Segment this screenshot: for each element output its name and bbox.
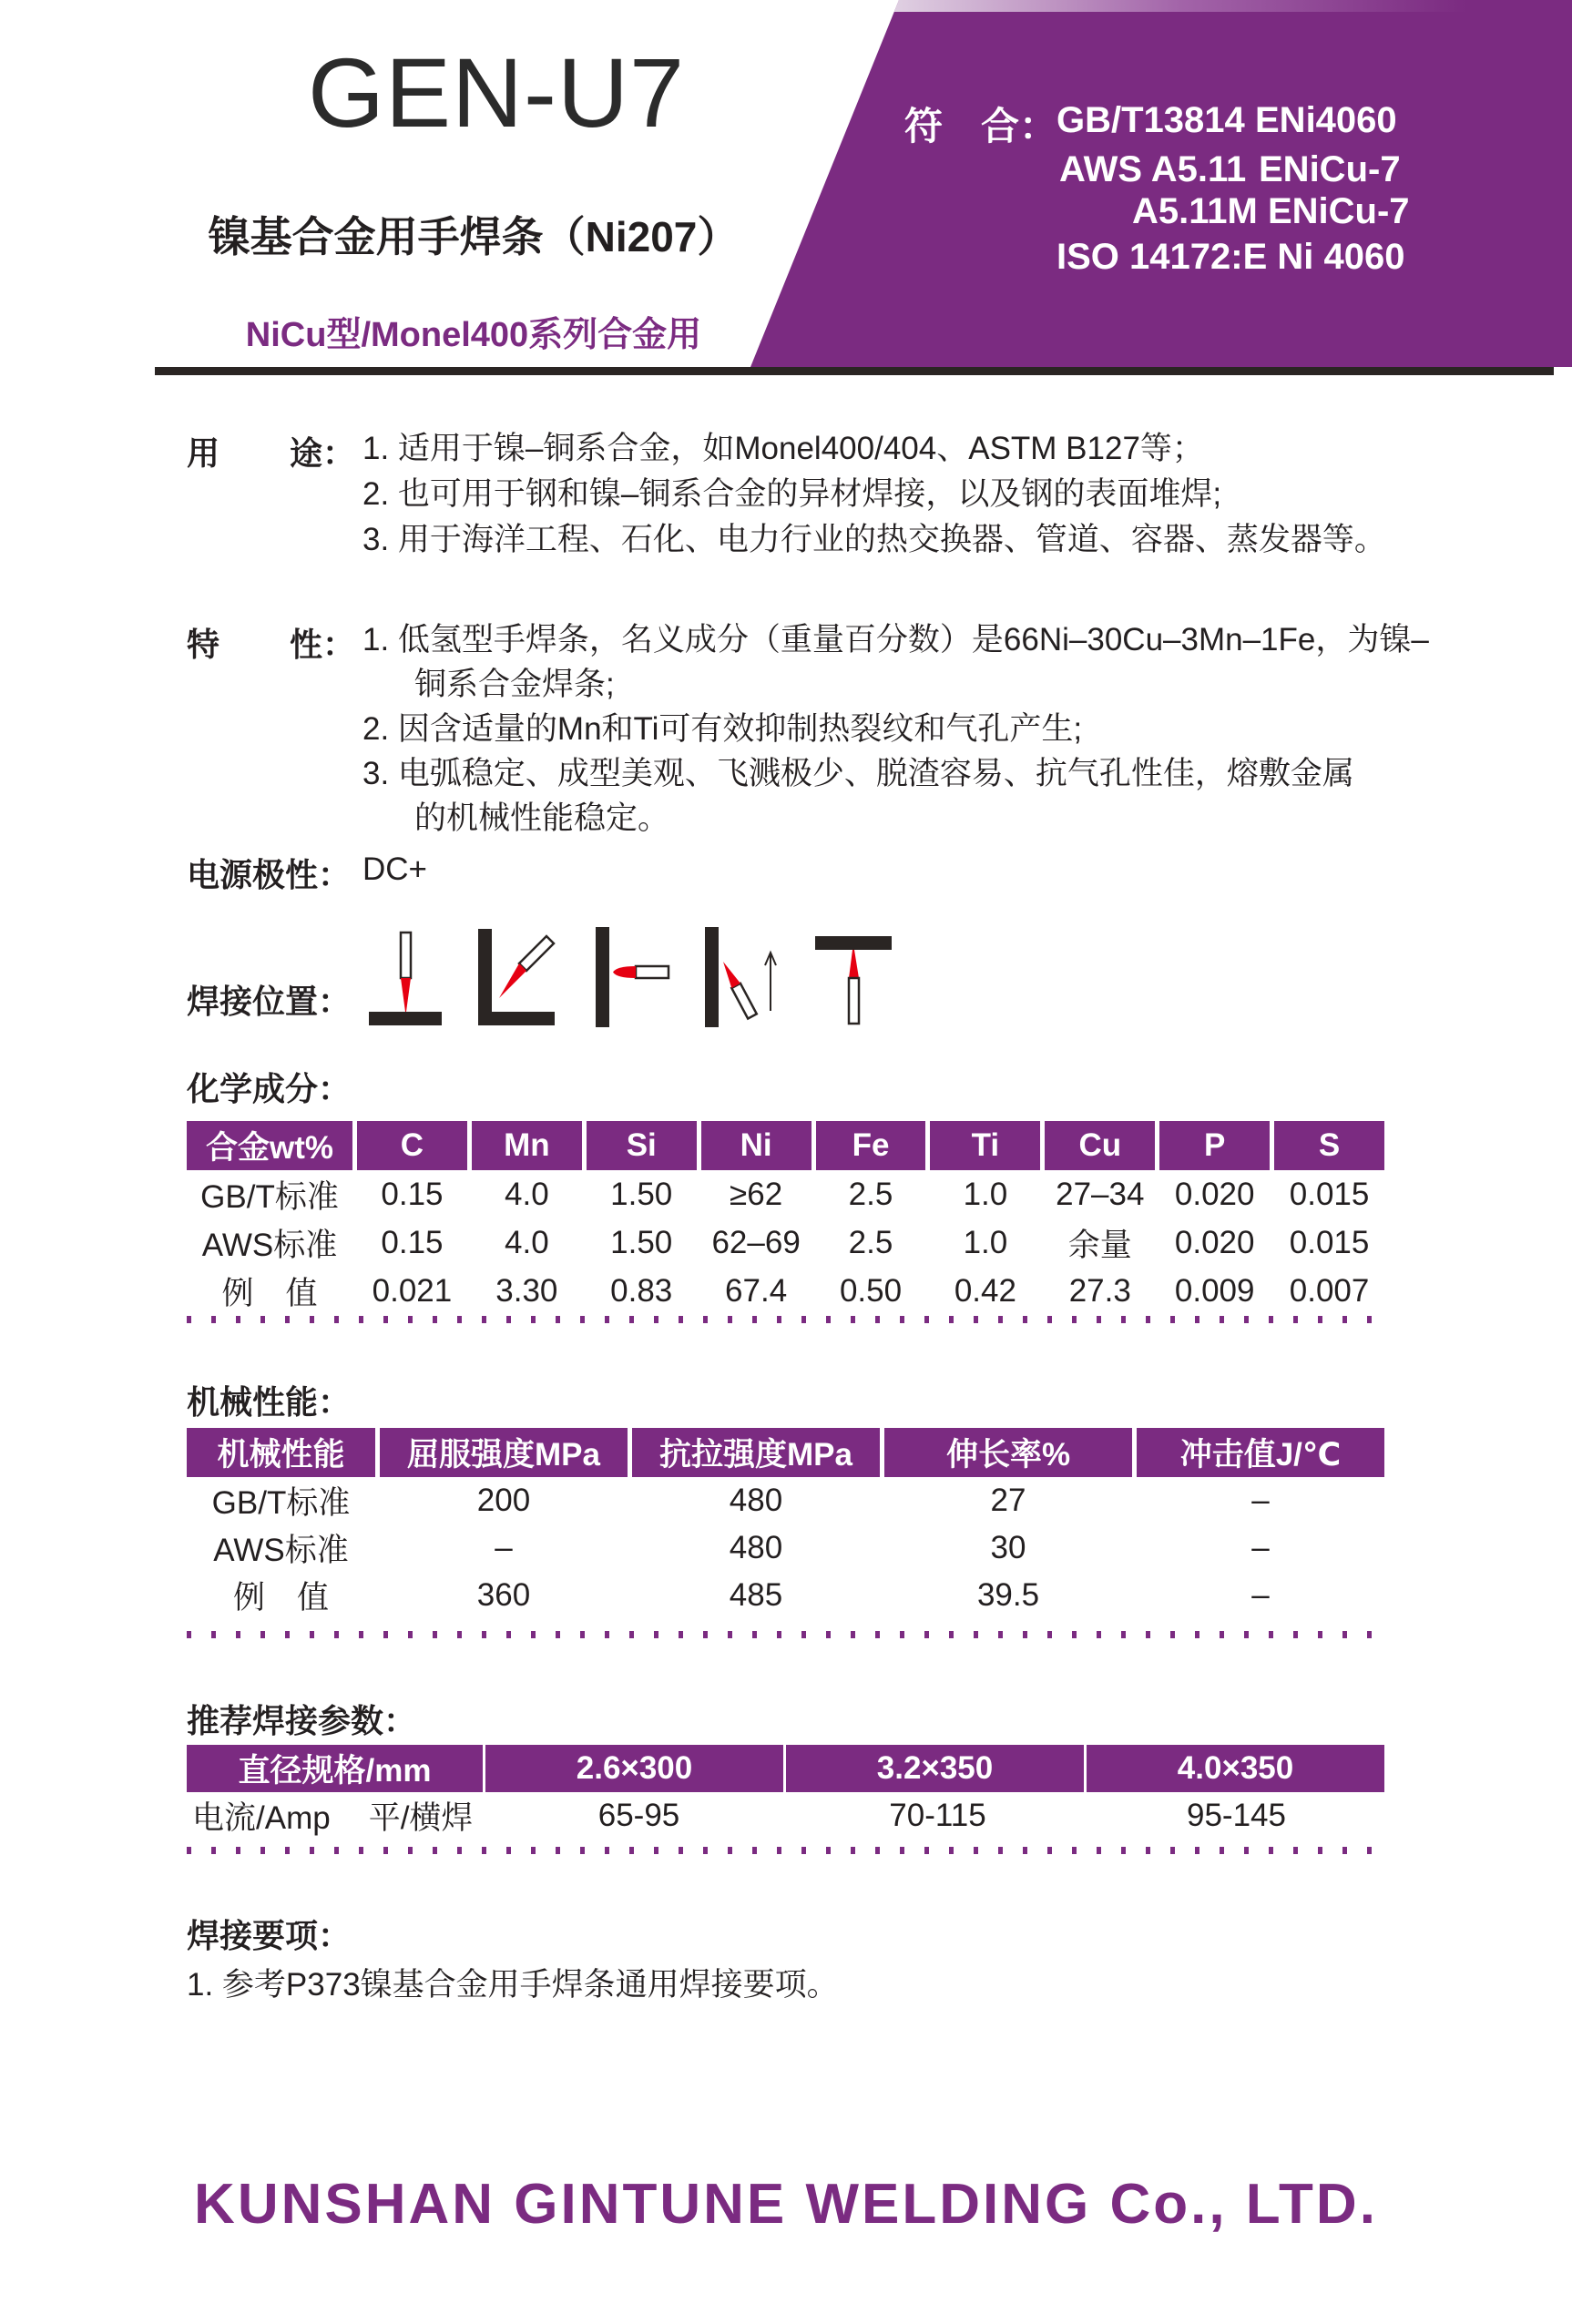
cell: – [1251,1530,1270,1565]
features-line: 铜系合金焊条; [414,667,615,702]
mechanical-col-header: 抗拉强度MPa [632,1428,880,1477]
cell: – [1251,1577,1270,1613]
standard-iso: ISO 14172:E Ni 4060 [1057,237,1405,277]
cell: 4.0 [505,1224,549,1260]
cell: 27.3 [1068,1272,1131,1309]
cell: 4.0 [505,1176,549,1212]
cell: 1.50 [610,1176,673,1212]
cell: 30 [990,1530,1026,1565]
cell: 485 [729,1577,783,1613]
product-subtitle: 镍基合金用手焊条（Ni207） [208,213,740,260]
cell: 67.4 [725,1272,788,1309]
standard-grade-enicu7: ENiCu-7 [1259,149,1401,189]
mechanical-heading: 机械性能： [187,1383,352,1421]
welding-position-icons [366,925,894,1029]
usage-label [187,428,355,474]
cell: 1.0 [963,1224,1008,1260]
cell: 65-95 [597,1798,680,1833]
row-name: AWS标准 [201,1227,338,1263]
product-code-title: GEN-U7 [307,37,686,148]
cell: 1.0 [963,1176,1008,1212]
chemical-col-header: Fe [816,1121,926,1170]
chemical-row-gbt [187,1170,1384,1218]
cell: 1.50 [610,1224,673,1260]
cell: 39.5 [976,1577,1040,1613]
mechanical-row-example [187,1572,1384,1619]
parameters-heading: 推荐焊接参数： [187,1702,417,1739]
cell: 62–69 [711,1224,801,1260]
cell: 200 [476,1483,531,1518]
dotted-separator [187,1631,1384,1638]
parameters-col-header: 3.2×350 [786,1745,1084,1792]
usage-list [362,426,1386,563]
cell: 0.021 [372,1272,453,1309]
usage-item: 1. 适用于镍–铜系合金，如Monel400/404、ASTM B127等； [362,431,1204,466]
chemical-col-header: Ni [701,1121,812,1170]
cell: 360 [476,1577,531,1613]
row-name: 例 值 [232,1580,329,1616]
chemical-row-aws [187,1218,1384,1267]
cell: 0.15 [381,1224,444,1260]
welding-position-overhead-icon [812,927,894,1029]
standard-code-gbt: GB/T13814 [1057,100,1245,140]
chemical-table [187,1121,1384,1315]
features-line: 2. 因含适量的Mn和Ti可有效抑制热裂纹和气孔产生; [362,711,1083,747]
welding-positions-label: 焊接位置： [187,983,352,1020]
chemical-row-example [187,1267,1384,1315]
cell: – [495,1530,513,1565]
mechanical-table-header [187,1428,1384,1477]
mechanical-row-gbt [187,1477,1384,1524]
chemical-heading: 化学成分： [187,1070,352,1107]
features-label-char2: 性： [289,626,355,663]
welding-position-vertical-up-icon [699,927,783,1029]
row-name: 例 值 [221,1275,318,1311]
mechanical-table [187,1428,1384,1619]
polarity-label: 电源极性： [187,856,352,893]
chemical-table-header [187,1121,1384,1170]
chemical-col-header: C [357,1121,467,1170]
cell: 0.50 [839,1272,903,1309]
company-name: KUNSHAN GINTUNE WELDING Co., LTD. [194,2173,1378,2236]
cell: 480 [729,1483,783,1518]
dotted-separator [187,1316,1384,1323]
chemical-col-header: S [1274,1121,1384,1170]
cell: 2.5 [848,1176,893,1212]
position-label: 平/横焊 [368,1800,474,1836]
cell: ≥62 [730,1176,783,1212]
parameters-table-header [187,1745,1384,1792]
mechanical-col-header: 屈服强度MPa [380,1428,628,1477]
mechanical-col-header: 机械性能 [187,1428,375,1477]
row-name: AWS标准 [213,1533,349,1568]
cell: 0.007 [1289,1272,1370,1309]
row-name: GB/T标准 [200,1178,339,1215]
row-name: GB/T标准 [211,1485,351,1521]
standard-a511m: A5.11M ENiCu-7 [1132,191,1410,231]
chemical-col-header: 合金wt% [187,1121,352,1170]
usage-label-char2: 途： [289,434,355,472]
product-series-note: NiCu型/Monel400系列合金用 [245,316,702,354]
mechanical-row-aws [187,1524,1384,1572]
cell: 480 [729,1530,783,1565]
welding-position-flat-icon [366,927,444,1029]
chemical-col-header: Mn [472,1121,582,1170]
cell: – [1251,1483,1270,1518]
parameters-table [187,1745,1384,1840]
notes-heading: 焊接要项： [187,1917,352,1954]
parameters-col-header: 直径规格/mm [187,1745,483,1792]
features-line: 1. 低氢型手焊条，名义成分（重量百分数）是66Ni–30Cu–3Mn–1Fe，为镍– [362,622,1429,657]
cell: 2.5 [848,1224,893,1260]
header-divider [155,367,1554,375]
welding-position-horizontal-icon [587,927,670,1029]
cell: 0.020 [1174,1176,1255,1212]
cell: 27–34 [1056,1176,1145,1212]
mechanical-col-header: 伸长率% [884,1428,1132,1477]
chemical-col-header: Ti [930,1121,1040,1170]
parameters-row-current [187,1792,1384,1840]
cell: 0.15 [381,1176,444,1212]
mechanical-col-header: 冲击值J/℃ [1137,1428,1384,1477]
polarity-value: DC+ [362,851,427,887]
chemical-col-header: Cu [1045,1121,1155,1170]
cell: 0.015 [1289,1176,1370,1212]
cell: 0.015 [1289,1224,1370,1260]
usage-item: 2. 也可用于钢和镍–铜系合金的异材焊接，以及钢的表面堆焊; [362,476,1222,512]
welding-position-fillet-icon [474,927,557,1029]
cell: 0.020 [1174,1224,1255,1260]
chemical-col-header: P [1159,1121,1270,1170]
notes-item: 1. 参考P373镍基合金用手焊条通用焊接要项。 [187,1967,839,2003]
cell: 0.009 [1174,1272,1255,1309]
cell: 27 [990,1483,1026,1518]
standards-label: 符 合： [904,105,1058,148]
features-list [362,617,1429,841]
features-label-char1: 特 [187,626,220,663]
cell: 0.42 [954,1272,1016,1309]
cell: 95-145 [1187,1798,1286,1833]
row-name [187,1792,488,1840]
cell: 0.83 [610,1272,673,1309]
current-label: 电流/Amp [192,1800,331,1836]
chemical-col-header: Si [587,1121,697,1170]
features-label [187,619,355,666]
cell: 3.30 [495,1272,558,1309]
usage-item: 3. 用于海洋工程、石化、电力行业的热交换器、管道、容器、蒸发器等。 [362,522,1386,557]
usage-label-char1: 用 [187,434,220,472]
dotted-separator [187,1847,1384,1854]
cell: 余量 [1067,1227,1132,1263]
standard-grade-eni4060: ENi4060 [1255,100,1397,140]
parameters-col-header: 2.6×300 [485,1745,783,1792]
features-line: 的机械性能稳定。 [414,800,670,836]
features-line: 3. 电弧稳定、成型美观、飞溅极少、脱渣容易、抗气孔性佳，熔敷金属 [362,756,1354,791]
cell: 70-115 [889,1798,986,1833]
standard-code-aws: AWS A5.11 [1059,149,1247,189]
banner-gradient-strip [865,0,1572,12]
parameters-col-header: 4.0×350 [1087,1745,1384,1792]
